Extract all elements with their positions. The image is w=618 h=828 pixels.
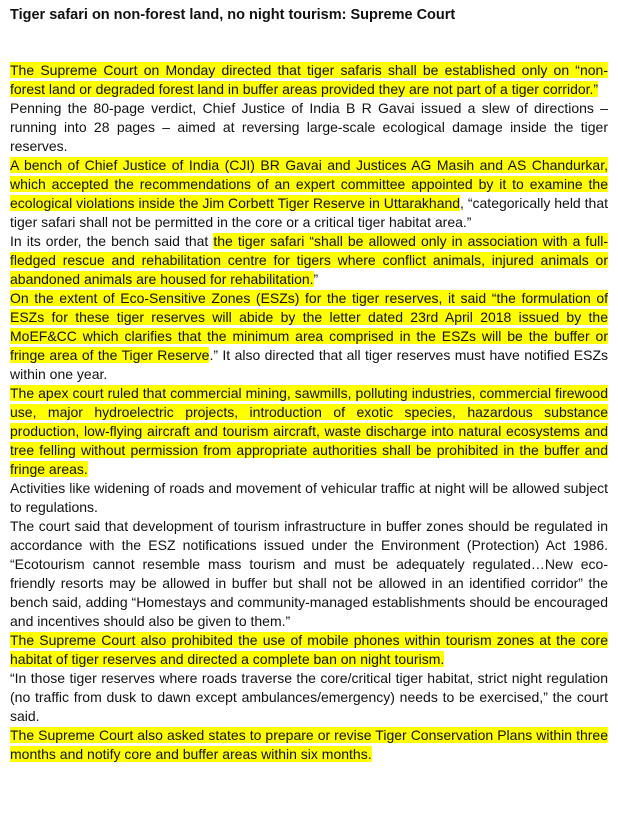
paragraph (10, 669, 608, 726)
body-text: The court said that development of tourism infrastructure in buffer zones should be regulated in accordance with the ESZ notifications issued under the Environment (Protection) Act 1986. “Ecotourism cannot resemble mass tourism and must be adequately regulated…New eco-friendly resorts may be allowed in buffer but shall not be allowed in an identified corridor” the bench said, adding “Homestays and community-managed establishments should be encouraged and incentives should also be given to them.” (10, 518, 608, 629)
highlighted-text: The apex court ruled that commercial mining, sawmills, polluting industries, commercial firewood use, major hydroelectric projects, introduction of exotic species, hazardous substance production, low-flying aircraft and tourism aircraft, waste discharge into natural ecosystems and tree felling without permission from appropriate authorities shall be prohibited in the buffer and fringe areas. (10, 385, 608, 477)
body-text: , “categorically held that tiger safari shall not be permitted in the core or a critical tiger habitat area.” (10, 195, 608, 230)
body-text: Activities like widening of roads and movement of vehicular traffic at night will be allowed subject to regulations. (10, 480, 608, 515)
body-text: Penning the 80-page verdict, Chief Justice of India B R Gavai issued a slew of directions – running into 28 pages – aimed at reversing large-scale ecological damage inside the tiger reserves. (10, 100, 608, 154)
paragraph (10, 156, 608, 232)
body-text: .” It also directed that all tiger reserves must have notified ESZs within one year. (10, 347, 608, 382)
highlighted-text: the tiger safari “shall be allowed only in association with a full-fledged rescue and rehabilitation centre for tigers where conflict animals, injured animals or abandoned animals are housed for rehabilitation. (10, 233, 608, 287)
paragraph (10, 289, 608, 384)
highlighted-text: The Supreme Court also asked states to prepare or revise Tiger Conservation Plans within three months and notify core and buffer areas within six months. (10, 727, 608, 762)
body-text: In its order, the bench said that (10, 233, 214, 249)
paragraph (10, 517, 608, 631)
paragraph (10, 479, 608, 517)
body-text: “In those tiger reserves where roads traverse the core/critical tiger habitat, strict night regulation (no traffic from dusk to dawn except ambulances/emergency) needs to be exercised,” the court said. (10, 670, 608, 724)
highlighted-text: The Supreme Court also prohibited the use of mobile phones within tourism zones at the core habitat of tiger reserves and directed a complete ban on night tourism. (10, 632, 608, 667)
article-body (10, 61, 608, 764)
paragraph (10, 99, 608, 156)
paragraph (10, 726, 608, 764)
highlighted-text: A bench of Chief Justice of India (CJI) BR Gavai and Justices AG Masih and AS Chandurkar, which accepted the recommendations of an expert committee appointed by it to examine the ecological violations inside the Jim Corbett Tiger Reserve in Uttarakhand (10, 157, 608, 211)
paragraph (10, 384, 608, 479)
body-text: ” (313, 271, 319, 287)
paragraph (10, 61, 608, 99)
highlighted-text: The Supreme Court on Monday directed that tiger safaris shall be established only on “non-forest land or degraded forest land in buffer areas provided they are not part of a tiger corridor.” (10, 62, 608, 97)
paragraph (10, 232, 608, 289)
paragraph (10, 631, 608, 669)
highlighted-text: On the extent of Eco-Sensitive Zones (ESZs) for the tiger reserves, it said “the formulation of ESZs for these tiger reserves will abide by the letter dated 23rd April 2018 issued by the MoEF&CC which clarifies that the minimum area comprised in the ESZs will be the buffer or fringe area of the Tiger Reserve (10, 290, 608, 363)
headline: Tiger safari on non-forest land, no night tourism: Supreme Court (10, 7, 456, 23)
